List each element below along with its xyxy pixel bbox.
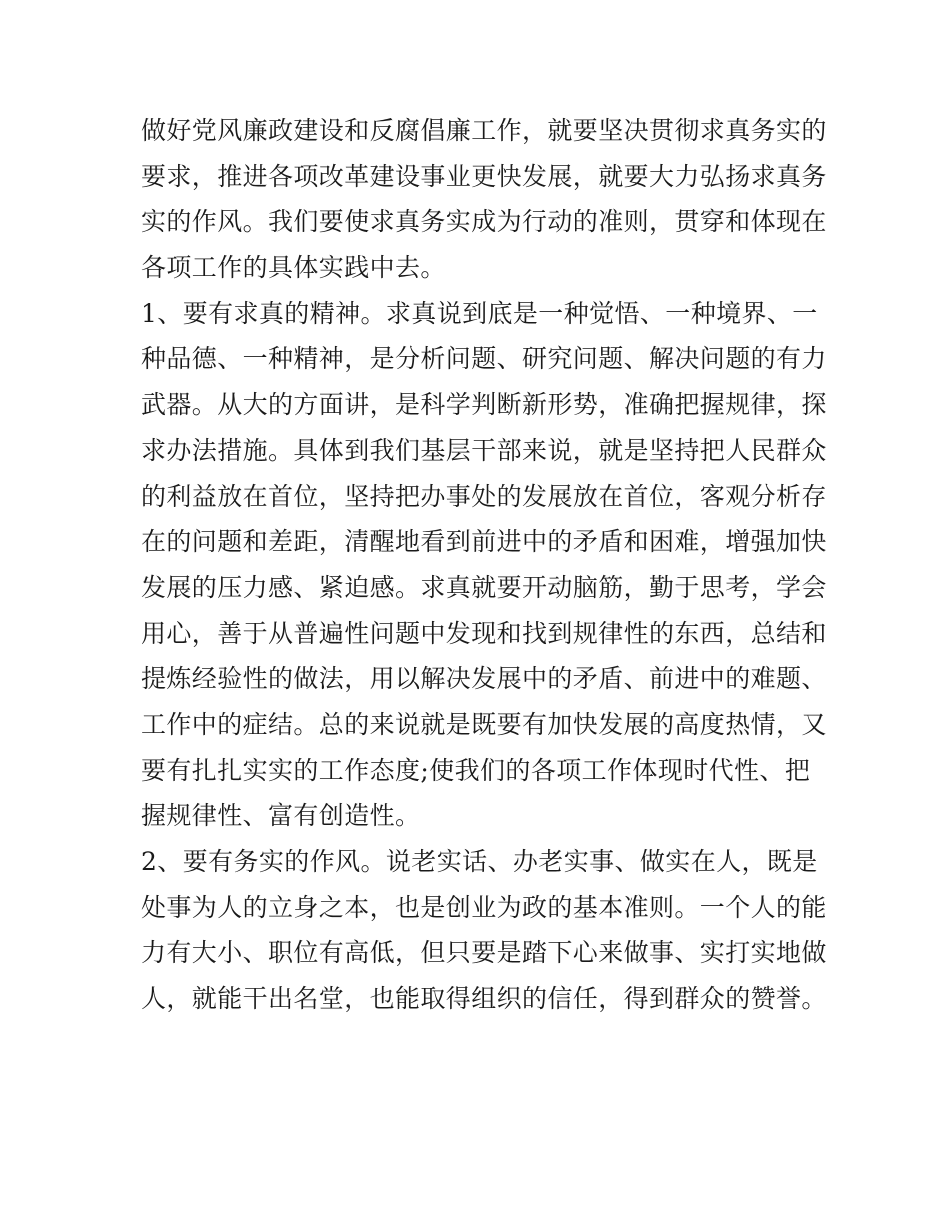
- text-line: 种品德、一种精神，是分析问题、研究问题、解决问题的有力: [141, 344, 827, 374]
- text-line: 握规律性、富有创造性。: [141, 801, 421, 831]
- text-line: 在的问题和差距，清醒地看到前进中的矛盾和困难，增强加快: [141, 527, 827, 557]
- text-line: 的利益放在首位，坚持把办事处的发展放在首位，客观分析存: [141, 481, 827, 511]
- text-line: 武器。从大的方面讲，是科学判断新形势，准确把握规律，探: [141, 390, 827, 420]
- text-line: 用心，善于从普遍性问题中发现和找到规律性的东西，总结和: [141, 618, 827, 648]
- text-line: 力有大小、职位有高低，但只要是踏下心来做事、实打实地做: [141, 938, 827, 968]
- text-line: 提炼经验性的做法，用以解决发展中的矛盾、前进中的难题、: [141, 664, 827, 694]
- text-line: 实的作风。我们要使求真务实成为行动的准则，贯穿和体现在: [141, 207, 827, 237]
- text-line: 工作中的症结。总的来说就是既要有加快发展的高度热情，又: [141, 709, 827, 739]
- paragraph-seek-truth: [141, 291, 827, 839]
- text-line: 要求，推进各项改革建设事业更快发展，就要大力弘扬求真务: [141, 161, 827, 191]
- document-body: [141, 108, 827, 1022]
- paragraph-intro: [141, 108, 827, 291]
- text-line: 发展的压力感、紧迫感。求真就要开动脑筋，勤于思考，学会: [141, 572, 827, 602]
- text-line: 求办法措施。具体到我们基层干部来说，就是坚持把人民群众: [141, 435, 827, 465]
- paragraph-pragmatic-style: [141, 839, 827, 1022]
- text-line: 人，就能干出名堂，也能取得组织的信任，得到群众的赞誉。: [141, 984, 827, 1014]
- text-line: 各项工作的具体实践中去。: [141, 253, 446, 283]
- text-line: 2、要有务实的作风。说老实话、办老实事、做实在人，既是: [141, 847, 818, 876]
- text-line: 要有扎扎实实的工作态度;使我们的各项工作体现时代性、把: [141, 755, 811, 785]
- text-line: 1、要有求真的精神。求真说到底是一种觉悟、一种境界、一: [141, 298, 818, 328]
- text-line: 做好党风廉政建设和反腐倡廉工作，就要坚决贯彻求真务实的: [141, 116, 827, 145]
- text-line: 处事为人的立身之本，也是创业为政的基本准则。一个人的能: [141, 892, 827, 922]
